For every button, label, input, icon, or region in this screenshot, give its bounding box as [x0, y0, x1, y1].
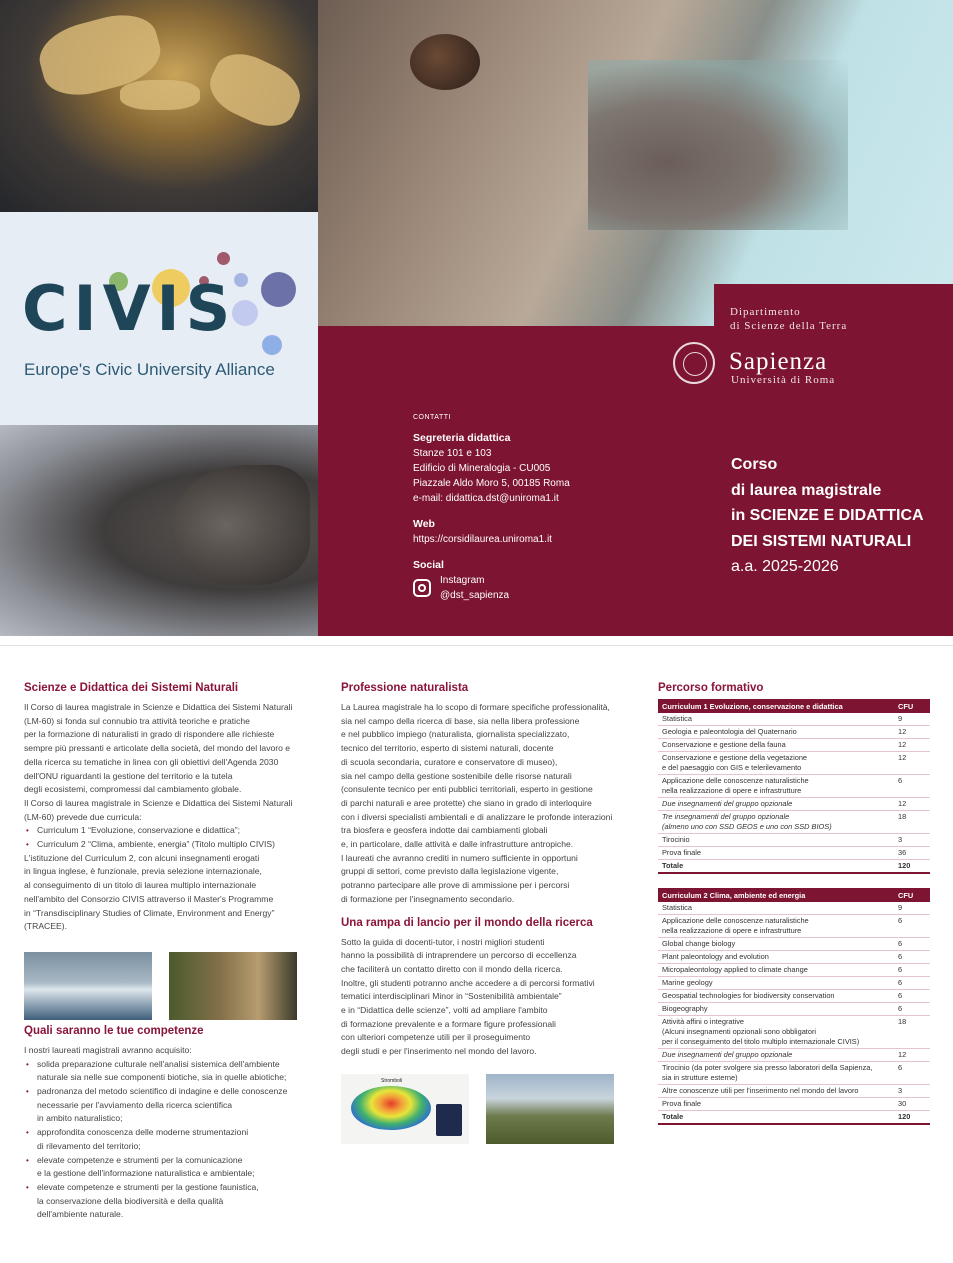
- course-name: Global change biology: [658, 938, 894, 951]
- text-line: in lingua inglese, è funzionale, previa selezione internazionale,: [24, 866, 262, 877]
- text-line: dell'ONU riguardanti la gestione del territorio e la tutela: [24, 770, 233, 781]
- profession-paragraph: [341, 701, 617, 907]
- course-row: [658, 977, 930, 990]
- course-row: [658, 775, 930, 798]
- curriculum-2-table: [658, 888, 930, 1125]
- glacier-photo: [24, 952, 152, 1020]
- table-header-title: Curriculum 1 Evoluzione, conservazione e didattica: [658, 699, 894, 713]
- course-name: Applicazione delle conoscenze naturalistiche nella realizzazione di opere e infrastrutture: [658, 915, 894, 938]
- course-row: [658, 1003, 930, 1016]
- contacts-label: CONTATTI: [413, 414, 451, 421]
- course-cfu: 12: [894, 1049, 930, 1062]
- text-line: Inoltre, gli studenti potranno anche accedere a di percorsi formativi: [341, 977, 595, 988]
- text-line: di formazione per l'insegnamento secondario.: [341, 893, 515, 904]
- office-line: Piazzale Aldo Moro 5, 00185 Roma: [413, 478, 570, 489]
- contacts-block: [413, 410, 663, 603]
- text-line: La Laurea magistrale ha lo scopo di formare specifiche professionalità,: [341, 702, 610, 712]
- text-line: hanno la possibilità di intraprendere un percorso di eccellenza: [341, 950, 577, 961]
- course-row: [658, 951, 930, 964]
- landscape-aerial-photo: [318, 0, 953, 326]
- museum-skeleton-photo: [0, 0, 318, 212]
- course-row: [658, 834, 930, 847]
- course-cfu: 18: [894, 811, 930, 834]
- civis-wordmark: CIVIS: [22, 272, 237, 345]
- course-name: Attività affini o integrative (Alcuni insegnamenti opzionali sono obbligatori per il conseguimento del titolo multiplo internazionale CIVIS): [658, 1016, 894, 1049]
- office-title: Segreteria didattica: [413, 432, 511, 444]
- civis-logo-panel: [0, 212, 318, 425]
- course-cfu: 3: [894, 1085, 930, 1098]
- course-name: Tre insegnamenti del gruppo opzionale (almeno uno con SSD GEOS e uno con SSD BIOS): [658, 811, 894, 834]
- competences-list: [24, 1058, 299, 1222]
- course-row: [658, 713, 930, 726]
- total-value: 120: [894, 1111, 930, 1125]
- course-cfu: 30: [894, 1098, 930, 1111]
- course-cfu: 12: [894, 739, 930, 752]
- text-line: sia nel campo della gestione sostenibile delle risorse naturali: [341, 770, 572, 781]
- course-name: Statistica: [658, 713, 894, 726]
- social-handle: @dst_sapienza: [440, 590, 510, 601]
- competence-item: • padronanza del metodo scientifico di indagine e delle conoscenze necessarie per l'avviamento della ricerca scientifica in ambito naturalistico;: [24, 1085, 299, 1126]
- course-name: Altre conoscenze utili per l'inserimento nel mondo del lavoro: [658, 1085, 894, 1098]
- section-heading: Una rampa di lancio per il mondo della ricerca: [341, 916, 593, 929]
- office-line: Stanze 101 e 103: [413, 448, 492, 459]
- text-line: con ulteriori competenze utili per il proseguimento: [341, 1032, 531, 1043]
- department-name: Dipartimento di Scienze della Terra: [730, 306, 848, 332]
- course-name: Tirocinio: [658, 834, 894, 847]
- course-cfu: 36: [894, 847, 930, 860]
- table-header-title: Curriculum 2 Clima, ambiente ed energia: [658, 888, 894, 902]
- course-row: [658, 915, 930, 938]
- course-cfu: 18: [894, 1016, 930, 1049]
- text-line: tecnico del territorio, esperto di sistemi naturali, docente: [341, 743, 554, 754]
- university-subname: Università di Roma: [731, 374, 836, 386]
- course-cfu: 6: [894, 990, 930, 1003]
- total-row: [658, 1111, 930, 1125]
- course-title: Corso di laurea magistrale in SCIENZE E DIDATTICA DEI SISTEMI NATURALI a.a. 2025-2026: [731, 452, 946, 580]
- course-name: Applicazione delle conoscenze naturalistiche nella realizzazione di opere e infrastrutture: [658, 775, 894, 798]
- total-label: Totale: [658, 1111, 894, 1125]
- course-row: [658, 811, 930, 834]
- text-line: Sotto la guida di docenti-tutor, i nostri migliori studenti: [341, 936, 545, 947]
- wolf-photo: [0, 425, 318, 636]
- course-name: Due insegnamenti del gruppo opzionale: [658, 1049, 894, 1062]
- text-line: tematici interdisciplinari Minor in “Sostenibilità ambientale”: [341, 991, 562, 1002]
- course-row: [658, 752, 930, 775]
- text-line: sempre più pressanti e articolate della società, del mondo del lavoro e: [24, 743, 291, 754]
- course-cfu: 3: [894, 834, 930, 847]
- course-name: Statistica: [658, 902, 894, 915]
- course-row: [658, 726, 930, 739]
- competence-item: • approfondita conoscenza delle moderne strumentazioni di rilevamento del territorio;: [24, 1126, 299, 1153]
- course-row: [658, 1016, 930, 1049]
- total-value: 120: [894, 860, 930, 874]
- competence-item: • solida preparazione culturale nell'analisi sistemica dell'ambiente naturale sia nelle sue componenti biotiche, sia in quelle abiotiche;: [24, 1058, 299, 1085]
- course-cfu: 6: [894, 964, 930, 977]
- course-row: [658, 1062, 930, 1085]
- course-row: [658, 1085, 930, 1098]
- course-name: Conservazione e gestione della vegetazione e del paesaggio con GIS e telerilevamento: [658, 752, 894, 775]
- course-cfu: 6: [894, 1003, 930, 1016]
- web-link[interactable]: https://corsidilaurea.uniroma1.it: [413, 534, 552, 545]
- course-cfu: 6: [894, 951, 930, 964]
- text-line: (LM-60) si fonda sul connubio tra attività teoriche e pratiche: [24, 715, 250, 726]
- text-line: (consulente tecnico per enti pubblici territoriali, esperto in gestione: [341, 784, 593, 795]
- course-row: [658, 1098, 930, 1111]
- civis-subtitle: Europe's Civic University Alliance: [24, 360, 275, 379]
- text-line: e in “Didattica delle scienze”, volti ad ampliare l'ambito: [341, 1005, 548, 1016]
- course-name: Marine geology: [658, 977, 894, 990]
- course-name: Tirocinio (da poter svolgere sia presso laboratori della Sapienza, sia in strutture esterne): [658, 1062, 894, 1085]
- course-row: [658, 938, 930, 951]
- social-network: Instagram: [440, 575, 485, 586]
- text-line: al conseguimento di un titolo di laurea multiplo internazionale: [24, 880, 257, 891]
- course-cfu: 12: [894, 798, 930, 811]
- curriculum-item: • Curriculum 1 “Evoluzione, conservazione e didattica”;: [24, 824, 299, 838]
- section-heading: Percorso formativo: [658, 682, 764, 694]
- course-name: Plant paleontology and evolution: [658, 951, 894, 964]
- instagram-link[interactable]: [413, 573, 663, 603]
- course-row: [658, 847, 930, 860]
- total-label: Totale: [658, 860, 894, 874]
- course-cfu: 6: [894, 1062, 930, 1085]
- text-line: e nel pubblico impiego (naturalista, giornalista specializzato,: [341, 729, 570, 740]
- overview-paragraph: [24, 701, 299, 824]
- text-line: gruppi di settori, come previsto dalla legislazione vigente,: [341, 866, 559, 877]
- competences-intro: I nostri laureati magistrali avranno acquisito:: [24, 1044, 192, 1055]
- curriculum-item: • Curriculum 2 “Clima, ambiente, energia” (Titolo multiplo CIVIS): [24, 838, 299, 852]
- text-line: per la formazione di naturalisti in grado di rispondere alle richieste: [24, 729, 275, 740]
- curriculum-1-table: [658, 699, 930, 874]
- competence-item: • elevate competenze e strumenti per la comunicazione e la gestione dell'informazione naturalistica e ambientale;: [24, 1154, 299, 1181]
- text-line: della ricerca su tematiche in linea con gli obiettivi dell'Agenda 2030: [24, 756, 279, 767]
- map-label: Stromboli: [381, 1078, 403, 1084]
- course-cfu: 6: [894, 915, 930, 938]
- text-line: in “Transdisciplinary Studies of Climate, Environment and Energy”: [24, 907, 275, 918]
- text-line: Il Corso di laurea magistrale in Scienze e Didattica dei Sistemi Naturali: [24, 702, 293, 712]
- text-line: nell'ambito del Consorzio CIVIS attraverso il Master's Programme: [24, 893, 274, 904]
- table-header-cfu: CFU: [894, 888, 930, 902]
- section-heading: Professione naturalista: [341, 682, 469, 694]
- course-cfu: 9: [894, 902, 930, 915]
- university-name: Sapienza: [729, 348, 828, 375]
- text-line: (TRACEE).: [24, 921, 67, 932]
- text-line: I laureati che avranno crediti in numero sufficiente in opportuni: [341, 852, 578, 863]
- instagram-icon: [413, 579, 431, 597]
- course-cfu: 12: [894, 752, 930, 775]
- course-cfu: 9: [894, 713, 930, 726]
- table-header-cfu: CFU: [894, 699, 930, 713]
- text-line: L'istituzione del Curriculum 2, con alcuni insegnamenti erogati: [24, 852, 260, 863]
- research-paragraph: [341, 936, 617, 1059]
- course-cfu: 6: [894, 775, 930, 798]
- course-cfu: 6: [894, 977, 930, 990]
- field-trip-group-photo: [486, 1074, 614, 1144]
- course-name: Micropaleontology applied to climate change: [658, 964, 894, 977]
- rock-sampling-photo: [169, 952, 297, 1020]
- academic-year: a.a. 2025-2026: [731, 558, 839, 575]
- text-line: potranno partecipare alle prove di ammissione per i percorsi: [341, 880, 570, 891]
- course-name: Geologia e paleontologia del Quaternario: [658, 726, 894, 739]
- course-name: Geospatial technologies for biodiversity conservation: [658, 990, 894, 1003]
- course-row: [658, 964, 930, 977]
- course-name: Due insegnamenti del gruppo opzionale: [658, 798, 894, 811]
- course-name: Prova finale: [658, 1098, 894, 1111]
- course-row: [658, 739, 930, 752]
- course-name: Prova finale: [658, 847, 894, 860]
- section-heading: Scienze e Didattica dei Sistemi Naturali: [24, 682, 239, 694]
- text-line: sia nel campo della ricerca di base, sia nella libera professione: [341, 715, 580, 726]
- course-row: [658, 990, 930, 1003]
- text-line: (LM-60) prevede due curricula:: [24, 811, 142, 822]
- text-line: e, in particolare, dalle attività e dalle infrastrutture antropiche.: [341, 839, 574, 850]
- curricula-list: [24, 824, 299, 851]
- course-cfu: 6: [894, 938, 930, 951]
- total-row: [658, 860, 930, 874]
- text-line: tra biosfera e geosfera indotte dai cambiamenti globali: [341, 825, 548, 836]
- column-curriculum: [658, 682, 930, 1125]
- office-line: Edificio di Mineralogia - CU005: [413, 463, 551, 474]
- office-email[interactable]: e-mail: didattica.dst@uniroma1.it: [413, 493, 559, 504]
- text-line: di parchi naturali e aree protette) che siano in grado di interloquire: [341, 797, 592, 808]
- text-line: degli ecosistemi, compromessi dal cambiamento globale.: [24, 784, 242, 795]
- text-line: che faciliterà un contatto diretto con il mondo della ricerca.: [341, 963, 563, 974]
- course-row: [658, 1049, 930, 1062]
- course-row: [658, 902, 930, 915]
- stromboli-bathymetry-map: [341, 1074, 469, 1144]
- sapienza-seal-icon: [673, 342, 715, 384]
- text-line: degli studi e per l'inserimento nel mondo del lavoro.: [341, 1046, 537, 1057]
- text-line: di formazione prevalente e a formare figure professionali: [341, 1018, 556, 1029]
- course-cfu: 12: [894, 726, 930, 739]
- section-heading: Quali saranno le tue competenze: [24, 1024, 204, 1037]
- tracee-paragraph: [24, 852, 299, 934]
- social-title: Social: [413, 559, 444, 571]
- course-name: Conservazione e gestione della fauna: [658, 739, 894, 752]
- text-line: di scuola secondaria, curatore e conservatore di museo),: [341, 756, 558, 767]
- course-name: Biogeography: [658, 1003, 894, 1016]
- text-line: con i diversi specialisti ambientali e di analizzare le profonde interazioni: [341, 811, 613, 822]
- column-profession: [341, 682, 617, 1059]
- text-line: Il Corso di laurea magistrale in Scienze e Didattica dei Sistemi Naturali: [24, 797, 293, 808]
- competence-item: • elevate competenze e strumenti per la gestione faunistica, la conservazione della biodiversità e della qualità dell'ambiente naturale.: [24, 1181, 299, 1222]
- course-row: [658, 798, 930, 811]
- web-title: Web: [413, 518, 435, 530]
